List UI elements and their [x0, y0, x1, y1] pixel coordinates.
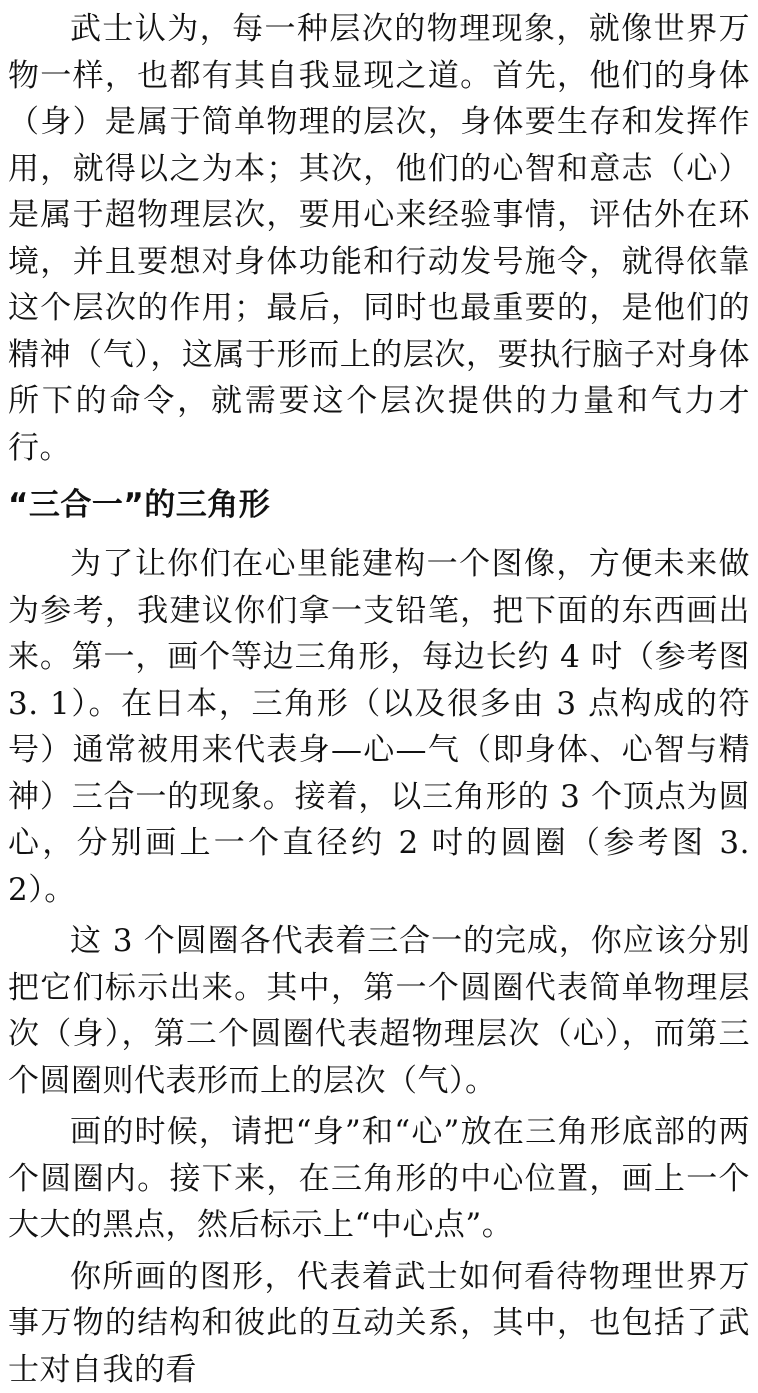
body-paragraph: 画的时候，请把“身”和“心”放在三角形底部的两个圆圈内。接下来，在三角形的中心位置，画上一个大大的黑点，然后标示上“中心点”。 [8, 1109, 750, 1249]
body-paragraph: 这 3 个圆圈各代表着三合一的完成，你应该分别把它们标示出来。其中，第一个圆圈代表简单物理层次（身），第二个圆圈代表超物理层次（心），而第三个圆圈则代表形而上的层次（气）。 [8, 918, 750, 1104]
section-heading: “三合一”的三角形 [8, 483, 750, 527]
body-paragraph: 为了让你们在心里能建构一个图像，方便未来做为参考，我建议你们拿一支铅笔，把下面的东西画出来。第一，画个等边三角形，每边长约 4 吋（参考图 3. 1）。在日本，三角形（以及很多由 3 点构成的符号）通常被用来代表身—心—气（即身体、心智与精神）三合一的现象。接着，以三角形的 3 个顶点为圆心，分别画上一个直径约 2 吋的圆圈（参考图 3. 2）。 [8, 541, 750, 913]
book-page [8, 0, 750, 1393]
body-paragraph: 武士认为，每一种层次的物理现象，就像世界万物一样，也都有其自我显现之道。首先，他们的身体（身）是属于简单物理的层次，身体要生存和发挥作用，就得以之为本；其次，他们的心智和意志（心）是属于超物理层次，要用心来经验事情，评估外在环境，并且要想对身体功能和行动发号施令，就得依靠这个层次的作用；最后，同时也最重要的，是他们的精神（气），这属于形而上的层次，要执行脑子对身体所下的命令，就需要这个层次提供的力量和气力才行。 [8, 6, 750, 471]
body-paragraph: 你所画的图形，代表着武士如何看待物理世界万事万物的结构和彼此的互动关系，其中，也包括了武士对自我的看 [8, 1254, 750, 1393]
